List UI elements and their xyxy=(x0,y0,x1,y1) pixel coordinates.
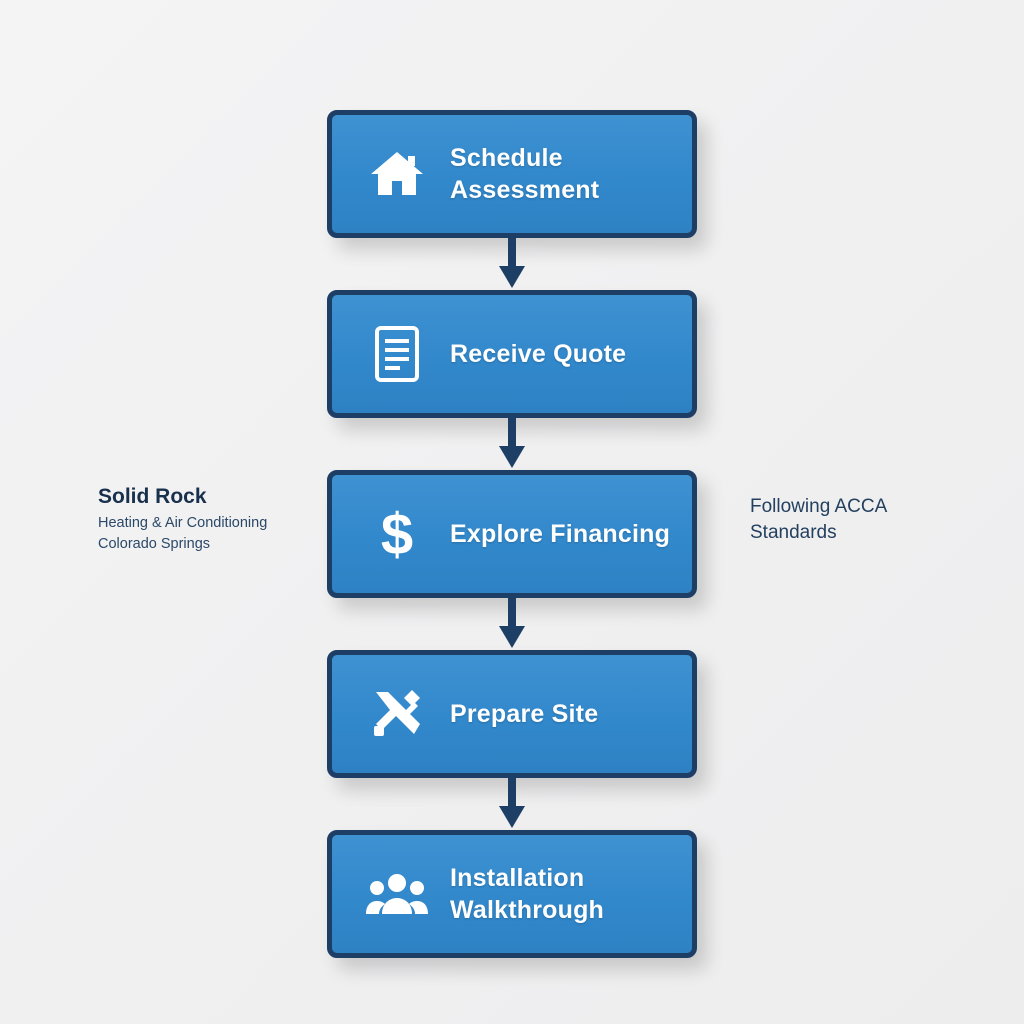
standards-note-line1: Following ACCA xyxy=(750,496,888,517)
flow-step-label: Explore Financing xyxy=(450,520,671,548)
flowchart xyxy=(327,110,697,958)
tools-icon xyxy=(366,683,428,745)
flow-arrow-4 xyxy=(327,778,697,830)
flow-step-schedule-assessment[interactable] xyxy=(327,110,697,238)
dollar-sign-icon xyxy=(366,503,428,565)
flow-step-label: Prepare Site xyxy=(450,700,599,728)
flow-step-installation-walkthrough[interactable] xyxy=(327,830,697,958)
people-icon xyxy=(366,863,428,925)
flow-step-explore-financing[interactable] xyxy=(327,470,697,598)
standards-note-line2: Standards xyxy=(750,521,837,543)
flow-arrow-2 xyxy=(327,418,697,470)
flow-arrow-3 xyxy=(327,598,697,650)
home-icon xyxy=(366,143,428,205)
svg-text:$: $ xyxy=(380,502,414,566)
flow-step-label: Receive Quote xyxy=(450,340,627,368)
flow-step-label: Installation Walkthrough xyxy=(450,864,605,924)
brand-subtitle-line1: Heating & Air Conditioning xyxy=(98,515,268,532)
brand-name: Solid Rock xyxy=(98,485,207,508)
brand-subtitle-line2: Colorado Springs xyxy=(98,535,211,552)
flow-arrow-1 xyxy=(327,238,697,290)
flow-step-receive-quote[interactable] xyxy=(327,290,697,418)
flow-step-prepare-site[interactable] xyxy=(327,650,697,778)
document-icon xyxy=(366,323,428,385)
left-caption xyxy=(98,484,313,554)
right-caption xyxy=(750,494,950,545)
flow-step-label: Schedule Assessment xyxy=(450,144,600,204)
